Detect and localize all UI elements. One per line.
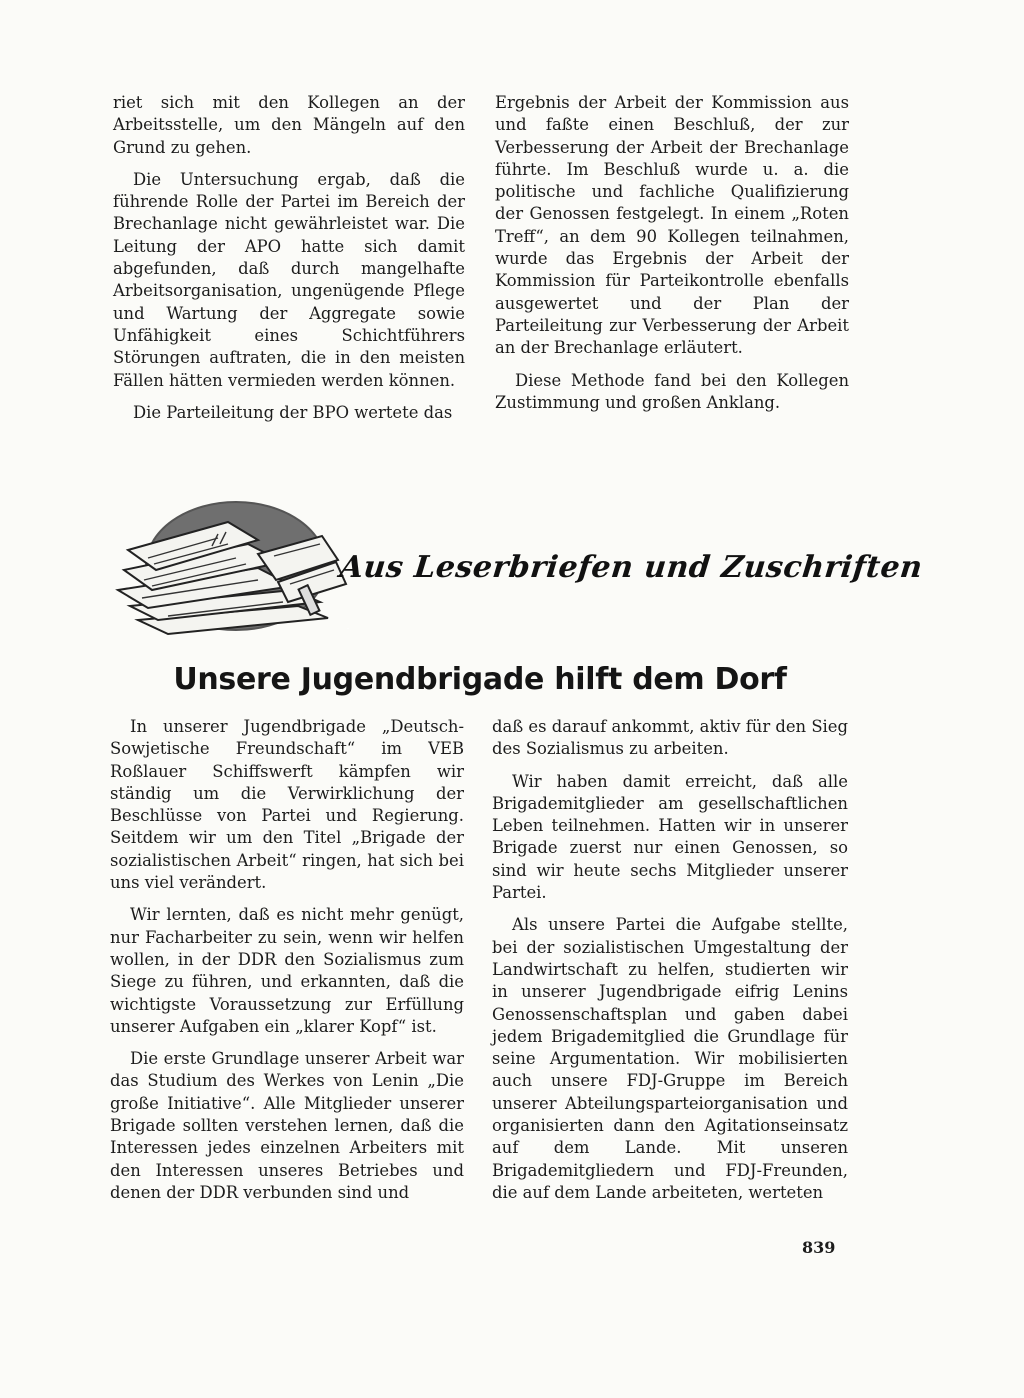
top-right-column [495,92,849,424]
paragraph: riet sich mit den Kollegen an der Arbeitsstelle, um den Mängeln auf den Grund zu gehen. [113,93,465,157]
paragraph: Die Untersuchung ergab, daß die führende Rolle der Partei im Bereich der Brechanlage nicht gewährleistet war. Die Leitung der APO hatte sich damit abgefunden, daß durch mangelhafte Arbeitsorganisation, ungenügende Pflege und Wartung der Aggregate sowie Unfähigkeit eines Schichtführers Störungen auftraten, die in den meisten Fällen hätten vermieden werden können. [113,169,465,390]
paragraph: Diese Methode fand bei den Kollegen Zustimmung und großen Anklang. [495,370,849,412]
paragraph: daß es darauf ankommt, aktiv für den Sieg des Sozialismus zu arbeiten. [492,717,848,759]
paragraph: Die erste Grundlage unserer Arbeit war das Studium des Werkes von Lenin „Die große Initiative“. Alle Mitglieder unserer Brigade sollten verstehen lernen, daß die Interessen jedes einzelnen Arbeiters mit den Interessen unseres Betriebes und denen der DDR verbunden sind und [110,1049,464,1202]
top-left-column [113,92,465,434]
section-banner-title: Aus Leserbriefen und Zuschriften [338,550,925,585]
article-left-column [110,716,464,1214]
paragraph: Als unsere Partei die Aufgabe stellte, bei der sozialistischen Umgestaltung der Landwirtschaft zu helfen, studierten wir in unserer Jugendbrigade eifrig Lenins Genossenschaftsplan und gaben dabei jedem Brigademitglied die Grundlage für seine Argumentation. Wir mobilisierten auch unsere FDJ-Gruppe im Bereich unserer Abteilungsparteiorganisation und organisierten dann den Agitationseinsatz auf dem Lande. Mit unseren Brigademitgliedern und FDJ-Freunden, die auf dem Lande arbeiteten, werteten [492,915,848,1202]
paragraph: Die Parteileitung der BPO wertete das [133,402,453,422]
paragraph: Wir lernten, daß es nicht mehr genügt, nur Facharbeiter zu sein, wenn wir helfen wollen, in der DDR den Sozialismus zum Siege zu führen, und erkannten, daß die wichtigste Voraussetzung zur Erfüllung unserer Aufgaben ein „klarer Kopf“ ist. [110,905,464,1036]
letters-pile-icon [118,502,346,634]
paragraph: In unserer Jugendbrigade „Deutsch-Sowjetische Freundschaft“ im VEB Roßlauer Schiffswerft kämpfen wir ständig um die Verwirklichung der Beschlüsse von Partei und Regierung. Seitdem wir um den Titel „Brigade der sozialistischen Arbeit“ ringen, hat sich bei uns viel verändert. [110,717,464,893]
page-number: 839 [802,1238,836,1257]
article-right-column [492,716,848,1214]
paragraph: Wir haben damit erreicht, daß alle Brigademitglieder am gesellschaftlichen Leben teilnehmen. Hatten wir in unserer Brigade zuerst nur einen Genossen, so sind wir heute sechs Mitglieder unserer Partei. [492,771,848,903]
paragraph: Ergebnis der Arbeit der Kommission aus und faßte einen Beschluß, der zur Verbesserung der Arbeit der Brechanlage führte. Im Beschluß wurde u. a. die politische und fachliche Qualifizierung der Genossen festgelegt. In einem „Roten Treff“, an dem 90 Kollegen teilnahmen, wurde das Ergebnis der Arbeit der Kommission für Parteikontrolle ebenfalls ausgewertet und der Plan der Parteileitung zur Verbesserung der Arbeit an der Brechanlage erläutert. [495,93,849,358]
article-headline: Unsere Jugendbrigade hilft dem Dorf [173,662,787,697]
